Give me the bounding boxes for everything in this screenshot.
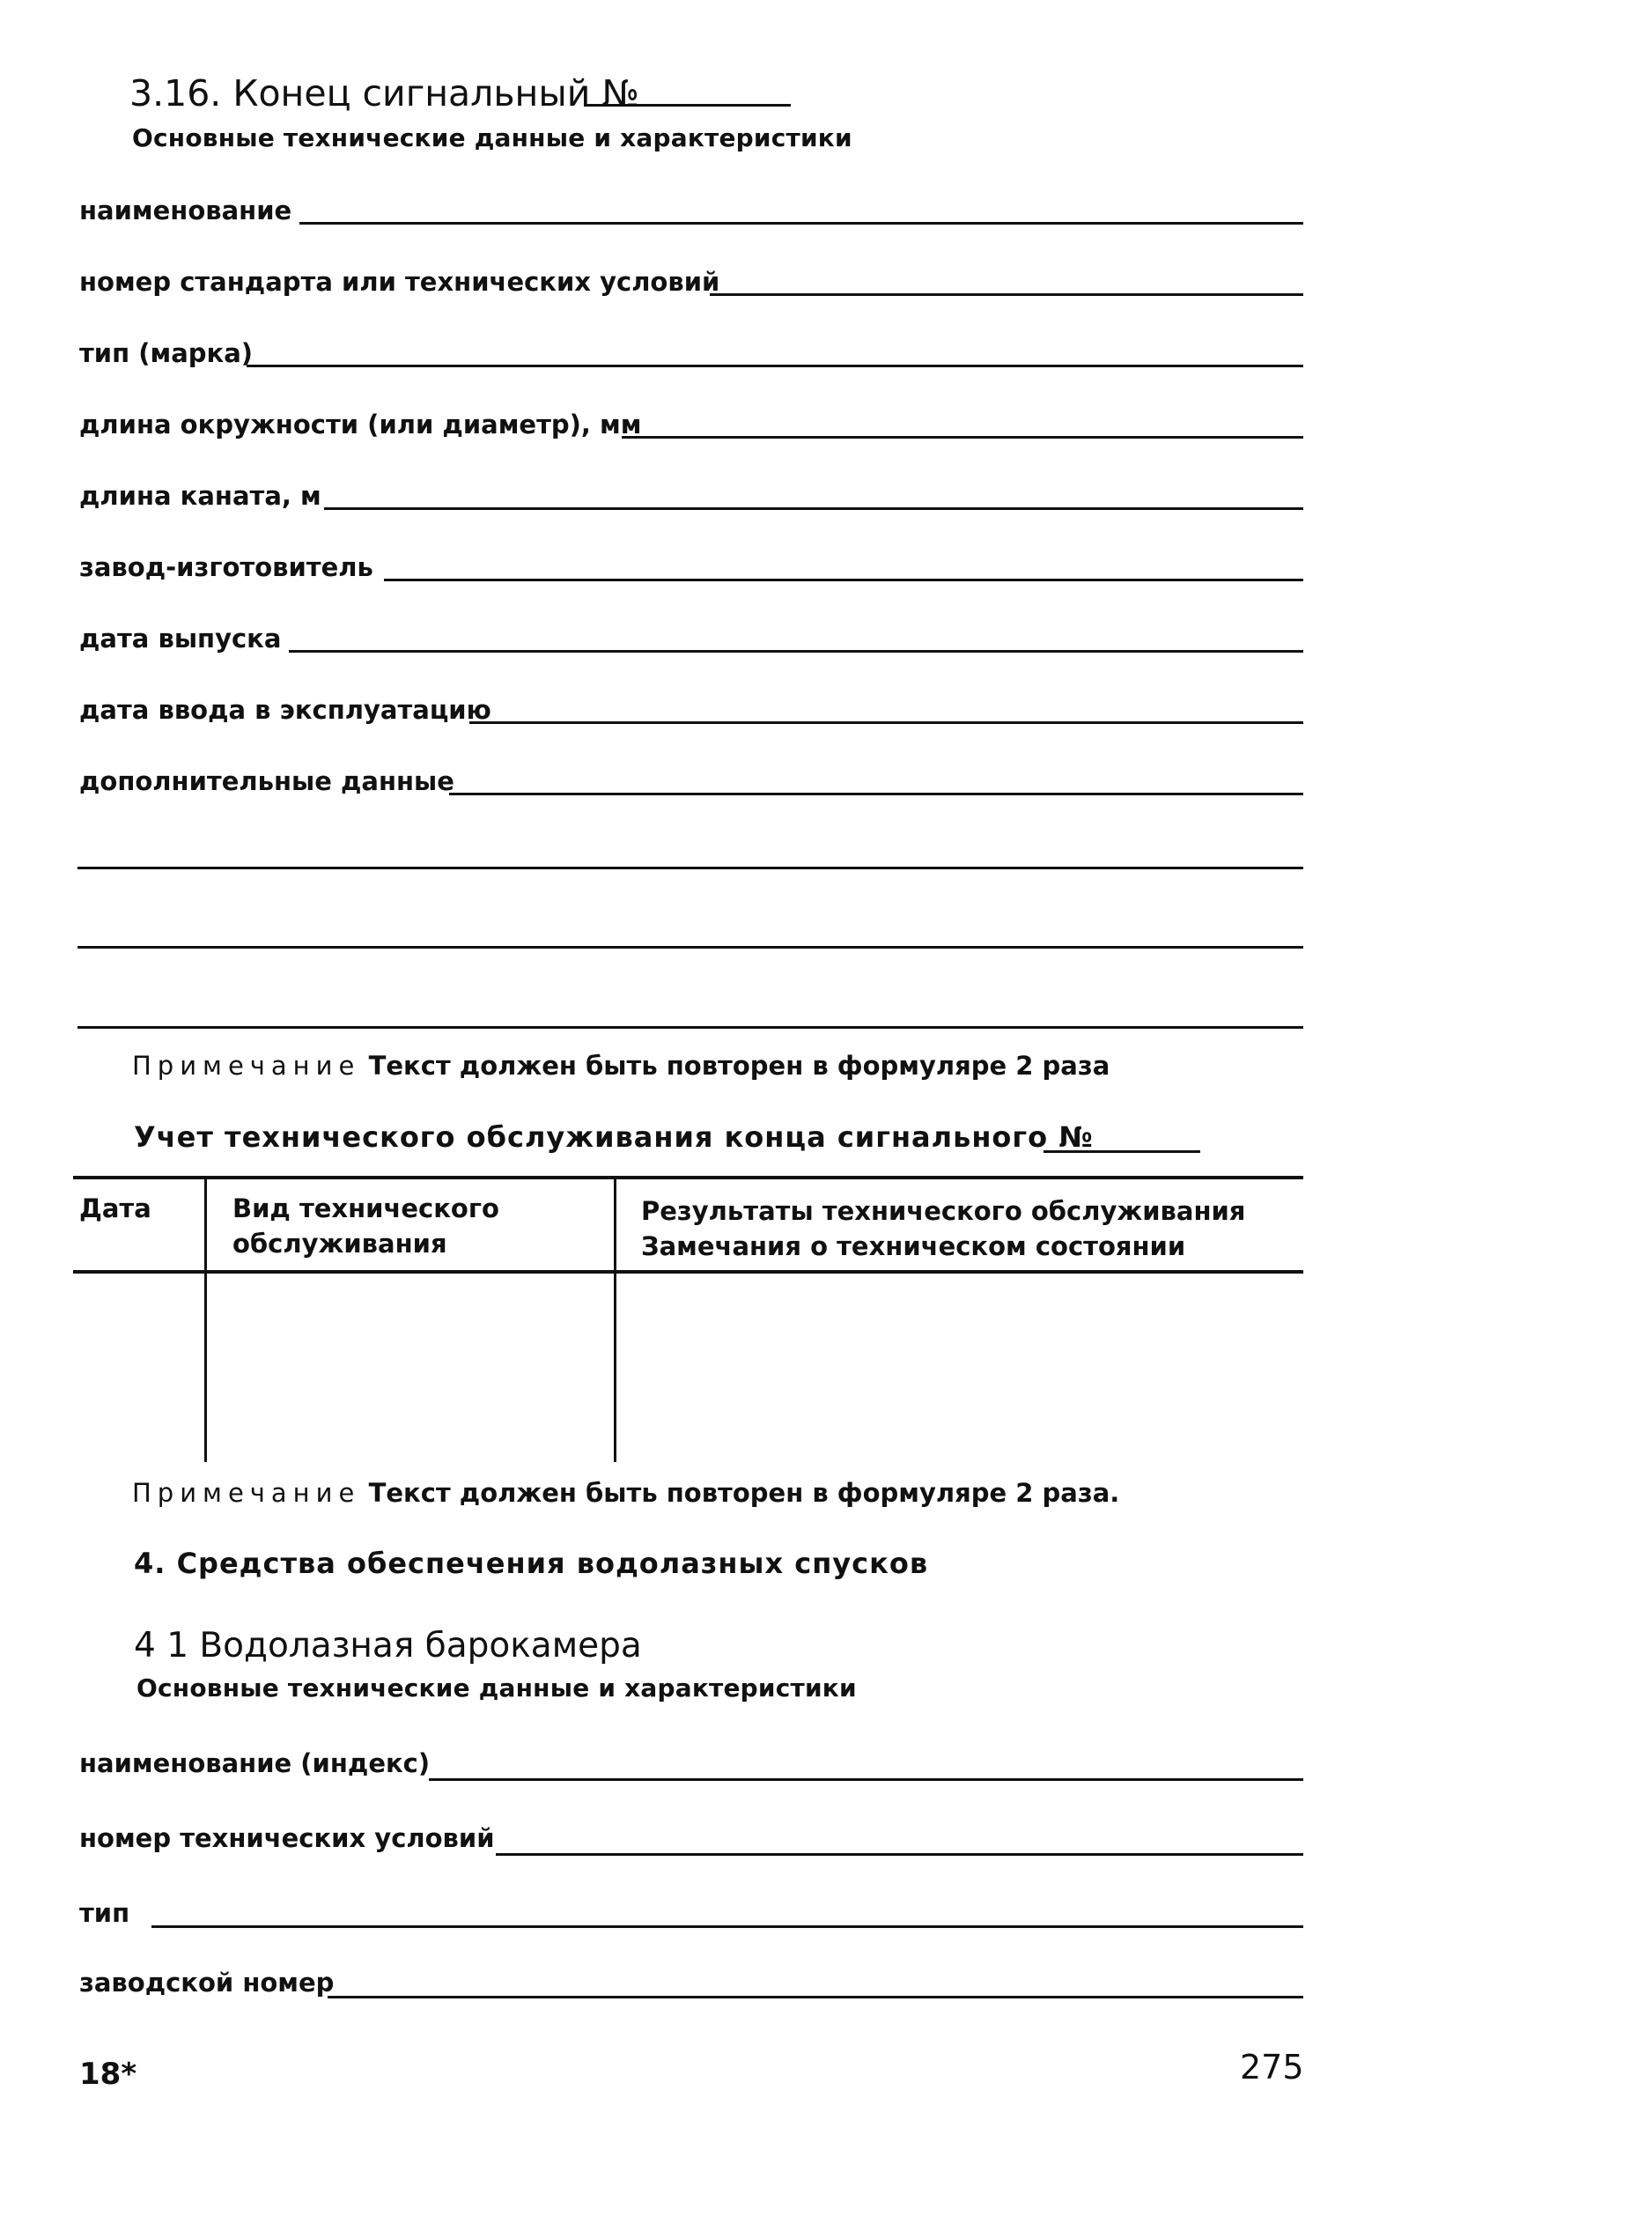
- blank-line-1: [77, 867, 1303, 869]
- field-blank-commission-date: [469, 721, 1303, 724]
- column-header-results-line2: Замечания о техническом состоянии: [641, 1231, 1186, 1261]
- field-blank-name: [299, 222, 1303, 225]
- section-316-title: 3.16. Конец сигнальный №: [129, 72, 640, 114]
- field-blank-manufacturer: [384, 579, 1303, 581]
- table-divider-1: [204, 1176, 207, 1462]
- section-41-label-serial-number: заводской номер: [79, 1968, 335, 1998]
- section-41-subtitle: Основные технические данные и характеристики: [136, 1673, 857, 1703]
- section-41-blank-serial-number: [328, 1996, 1303, 1998]
- field-blank-standard-number: [710, 293, 1303, 296]
- table-top-border: [73, 1176, 1303, 1179]
- field-label-circumference: длина окружности (или диаметр), мм: [79, 410, 642, 440]
- field-label-release-date: дата выпуска: [79, 624, 282, 654]
- table-divider-2: [614, 1176, 616, 1462]
- section-41-label-tech-conditions: номер технических условий: [79, 1823, 495, 1853]
- field-blank-circumference: [622, 436, 1303, 439]
- section-41-blank-type: [151, 1925, 1303, 1928]
- column-header-results-line1: Результаты технического обслуживания: [641, 1196, 1246, 1226]
- field-blank-additional-data: [449, 793, 1303, 795]
- section-41-blank-name: [429, 1778, 1303, 1781]
- section-4-title: 4. Средства обеспечения водолазных спусков: [134, 1547, 929, 1580]
- section-41-label-type: тип: [79, 1898, 130, 1928]
- column-header-date: Дата: [79, 1193, 151, 1223]
- maintenance-title: Учет технического обслуживания конца сигнального №: [134, 1120, 1094, 1154]
- field-blank-type: [247, 365, 1303, 367]
- note-1: [132, 1051, 1110, 1081]
- page-number: 275: [1240, 2048, 1304, 2087]
- field-label-standard-number: номер стандарта или технических условий: [79, 267, 720, 297]
- column-header-kind-line1: Вид технического: [232, 1193, 499, 1223]
- field-blank-rope-length: [324, 507, 1303, 510]
- blank-line-3: [77, 1026, 1303, 1029]
- section-41-title: 4 1 Водолазная барокамера: [134, 1626, 642, 1666]
- section-41-blank-tech-conditions: [496, 1853, 1303, 1856]
- section-316-number-blank: [584, 104, 791, 107]
- note-2-label: Примечание: [132, 1478, 361, 1508]
- table-header-border: [73, 1270, 1303, 1274]
- section-316-subtitle: Основные технические данные и характеристики: [132, 123, 852, 152]
- field-label-manufacturer: завод-изготовитель: [79, 552, 373, 582]
- field-blank-release-date: [289, 650, 1303, 653]
- field-label-commission-date: дата ввода в эксплуатацию: [79, 695, 491, 725]
- note-2-text: Текст должен быть повторен в формуляре 2 раза.: [368, 1478, 1120, 1508]
- maintenance-number-blank: [1044, 1150, 1200, 1153]
- note-1-text: Текст должен быть повторен в формуляре 2 раза: [368, 1051, 1110, 1081]
- signature-mark: 18*: [79, 2057, 137, 2092]
- section-41-label-name: наименование (индекс): [79, 1748, 431, 1778]
- note-2: [132, 1478, 1119, 1508]
- field-label-rope-length: длина каната, м: [79, 481, 321, 511]
- note-1-label: Примечание: [132, 1051, 361, 1081]
- column-header-kind-line2: обслуживания: [232, 1229, 447, 1259]
- field-label-name: наименование: [79, 196, 292, 225]
- field-label-additional-data: дополнительные данные: [79, 766, 454, 796]
- column-header-kind: [232, 1191, 499, 1261]
- column-header-results: [641, 1193, 1245, 1264]
- field-label-type: тип (марка): [79, 338, 254, 368]
- blank-line-2: [77, 946, 1303, 949]
